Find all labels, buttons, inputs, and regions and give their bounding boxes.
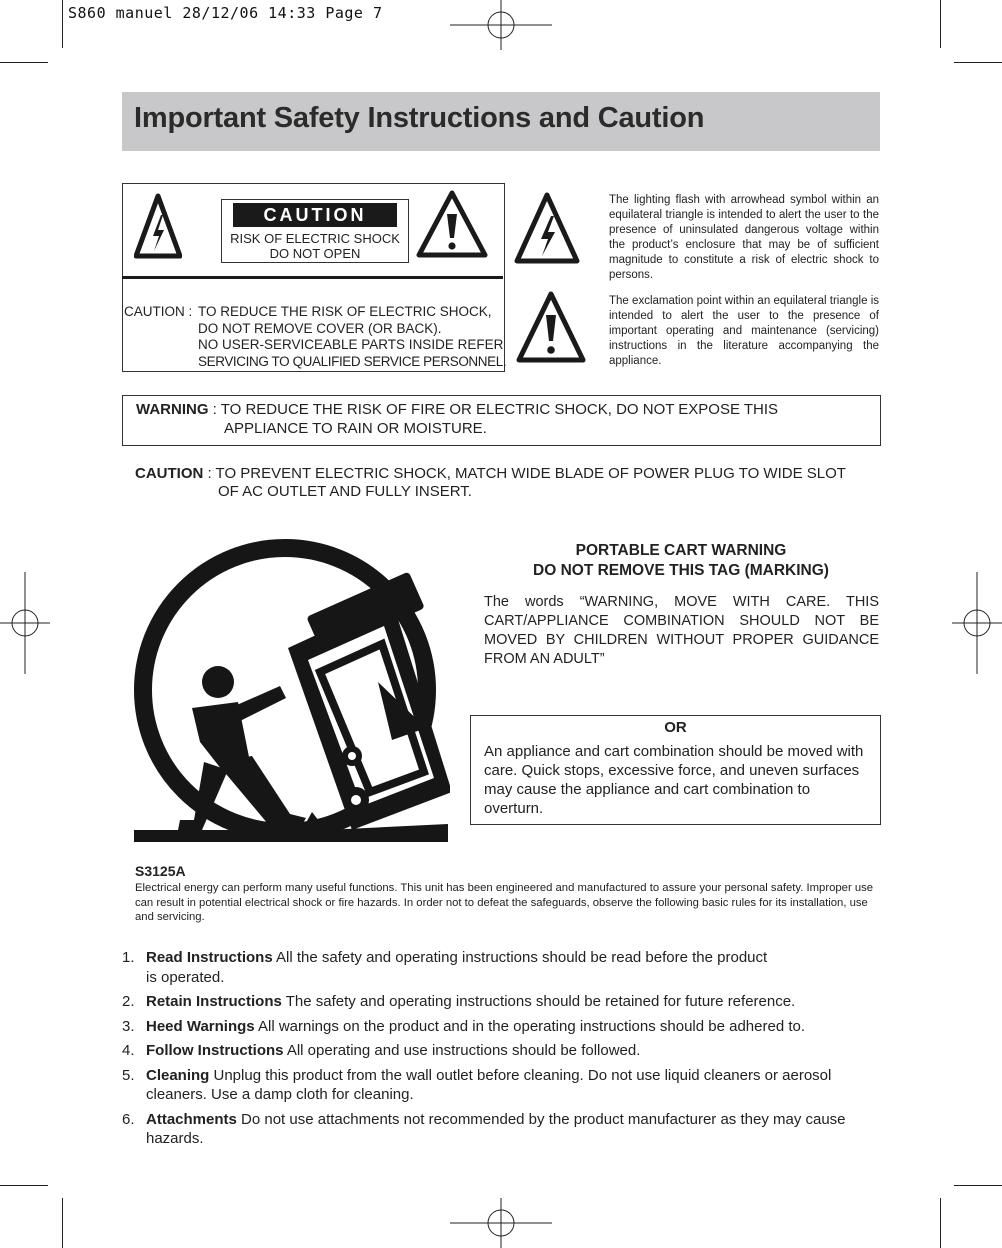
caution-sub-text: RISK OF ELECTRIC SHOCK DO NOT OPEN: [230, 231, 400, 261]
page-title: Important Safety Instructions and Caution: [134, 102, 705, 134]
registration-mark-left: [0, 572, 50, 674]
warning-line-1: WARNING : TO REDUCE THE RISK OF FIRE OR ELECTRIC SHOCK, DO NOT EXPOSE THIS: [136, 401, 779, 418]
list-item: 1. Read Instructions All the safety and operating instructions should be read before the product is operated.: [122, 949, 768, 986]
exclamation-symbol-icon: [516, 291, 586, 363]
exclamation-symbol-description: The exclamation point within an equilateral triangle is intended to alert the user to the presence of important operating and maintenance (servicing) instructions in the literature accompanying the appliance.: [609, 295, 879, 367]
list-item: 3. Heed Warnings All warnings on the product and in the operating instructions should be adhered to.: [122, 1017, 806, 1035]
s3125a-code: S3125A: [135, 863, 186, 879]
cart-tip-over-icon: [130, 530, 450, 848]
lightning-triangle-icon: [134, 193, 182, 259]
warning-line-2: APPLIANCE TO RAIN OR MOISTURE.: [224, 420, 487, 437]
cart-or-label: OR: [664, 719, 687, 736]
registration-mark-right: [952, 572, 1002, 674]
caution-word: CAUTION: [233, 203, 397, 227]
list-item: 2. Retain Instructions The safety and operating instructions should be retained for future reference.: [122, 993, 796, 1010]
safety-instructions-list: [122, 948, 882, 1154]
cart-or-body: An appliance and cart combination should be moved with care. Quick stops, excessive force, and uneven surfaces may cause the appliance and cart combination to overturn.: [484, 743, 864, 817]
lightning-symbol-icon: [514, 192, 580, 264]
plug-caution-line-2: OF AC OUTLET AND FULLY INSERT.: [218, 483, 472, 500]
plug-caution-line-1: CAUTION : TO PREVENT ELECTRIC SHOCK, MATCH WIDE BLADE OF POWER PLUG TO WIDE SLOT: [135, 465, 846, 482]
caution-statement: CAUTION : TO REDUCE THE RISK OF ELECTRIC SHOCK, DO NOT REMOVE COVER (OR BACK). NO USER-SERVICEABLE PARTS INSIDE REFER SERVICING TO QUALIFIED SERVICE PERSONNEL.: [124, 304, 507, 369]
lightning-symbol-description: The lighting flash with arrowhead symbol within an equilateral triangle is intended to alert the user to the presence of uninsulated dangerous voltage within the product’s enclosure that may be of sufficient magnitude to constitute a risk of electric shock to persons.: [609, 194, 879, 281]
list-item: 6. Attachments Do not use attachments not recommended by the product manufacturer as they may cause hazards.: [122, 1110, 846, 1147]
registration-mark-top: [450, 0, 552, 50]
title-bar: [122, 92, 880, 151]
caution-divider: [122, 276, 503, 279]
cart-warning-heading: PORTABLE CART WARNING: [575, 542, 787, 559]
s3125a-intro: Electrical energy can perform many useful functions. This unit has been engineered and manufactured to assure your personal safety. Improper use can result in potential electrical shock or fire hazards. In order not to defeat the safeguards, observe the following basic rules for its installation, use and servicing.: [135, 882, 874, 923]
list-item: 4. Follow Instructions All operating and use instructions should be followed.: [122, 1042, 641, 1059]
registration-mark-bottom: [450, 1198, 552, 1248]
cart-warning-subheading: DO NOT REMOVE THIS TAG (MARKING): [533, 562, 829, 579]
cart-warning-body: The words “WARNING, MOVE WITH CARE. THIS CART/APPLIANCE COMBINATION SHOULD NOT BE MOVED BY CHILDREN WITHOUT PROPER GUIDANCE FROM AN ADULT”: [484, 594, 879, 667]
print-slug: S860 manuel 28/12/06 14:33 Page 7: [68, 4, 383, 22]
exclamation-triangle-icon: [416, 190, 488, 258]
list-item: 5. Cleaning Unplug this product from the wall outlet before cleaning. Do not use liquid cleaners or aerosol cleaners. Use a damp cloth for cleaning.: [122, 1066, 832, 1103]
